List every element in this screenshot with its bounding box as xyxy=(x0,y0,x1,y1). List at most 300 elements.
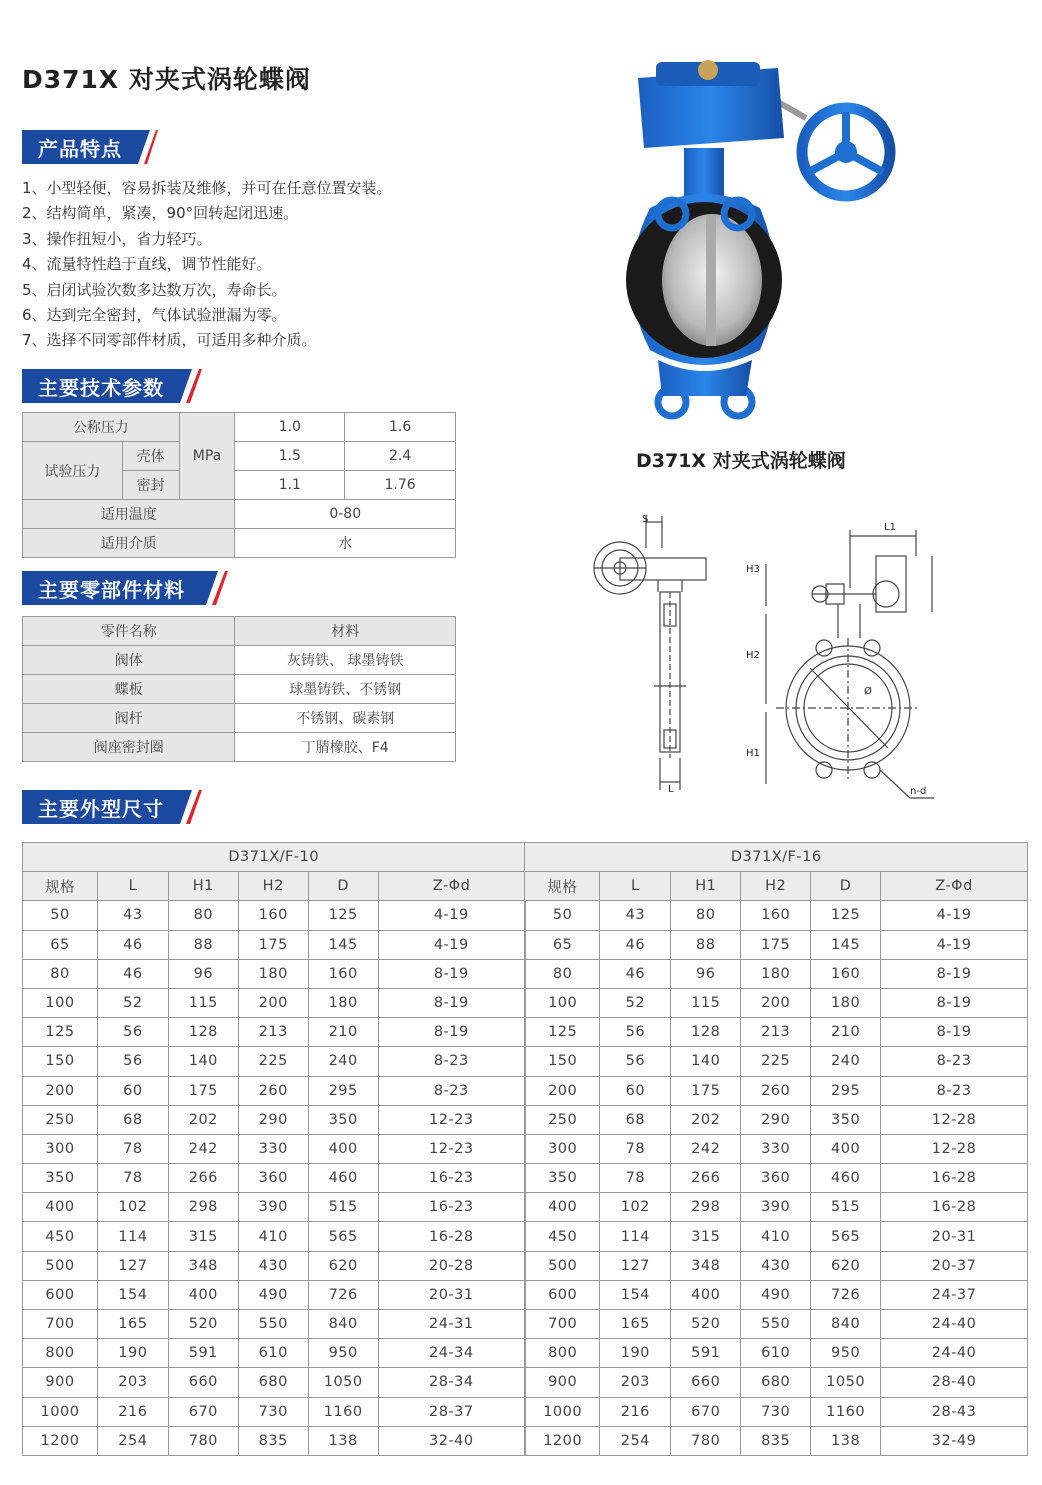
valve-photo xyxy=(600,30,920,440)
table-cell: 360 xyxy=(741,1164,811,1193)
table-cell: 348 xyxy=(671,1251,741,1280)
table-cell: 1.6 xyxy=(345,413,456,442)
table-cell: 1.76 xyxy=(345,471,456,500)
table-cell: 1160 xyxy=(308,1397,378,1426)
table-cell: 730 xyxy=(741,1397,811,1426)
table-cell: 46 xyxy=(600,959,671,988)
table-cell: 700 xyxy=(23,1310,98,1339)
table-cell: 315 xyxy=(671,1222,741,1251)
table-cell: 500 xyxy=(525,1251,600,1280)
table-cell: 20-31 xyxy=(378,1280,525,1309)
table-cell: 202 xyxy=(671,1105,741,1134)
table-cell: 400 xyxy=(671,1280,741,1309)
table-cell: 4-19 xyxy=(378,930,525,959)
table-cell: 114 xyxy=(600,1222,671,1251)
table-cell: 360 xyxy=(238,1164,308,1193)
table-cell: 165 xyxy=(600,1310,671,1339)
table-cell: 500 xyxy=(23,1251,98,1280)
table-cell: 60 xyxy=(600,1076,671,1105)
tech-params-table xyxy=(22,412,456,558)
table-cell: 490 xyxy=(741,1280,811,1309)
page-title: D371X 对夹式涡轮蝶阀 xyxy=(22,65,311,94)
section-title: 主要零部件材料 xyxy=(38,578,185,602)
dim-label: H3 xyxy=(746,564,760,575)
table-cell: 835 xyxy=(741,1426,811,1455)
table-cell: 726 xyxy=(308,1280,378,1309)
table-cell: 0-80 xyxy=(235,500,456,529)
table-cell: 102 xyxy=(97,1193,168,1222)
table-row xyxy=(23,988,1028,1017)
table-cell: 900 xyxy=(525,1368,600,1397)
table-cell: 330 xyxy=(238,1134,308,1163)
table-cell: 225 xyxy=(238,1047,308,1076)
table-cell: 115 xyxy=(671,988,741,1017)
table-cell: 8-19 xyxy=(881,988,1028,1017)
table-cell: 46 xyxy=(600,930,671,959)
table-cell: 160 xyxy=(308,959,378,988)
table-cell: 200 xyxy=(525,1076,600,1105)
table-cell: 203 xyxy=(600,1368,671,1397)
table-cell: 1050 xyxy=(811,1368,881,1397)
table-cell: 660 xyxy=(671,1368,741,1397)
table-cell: 410 xyxy=(238,1222,308,1251)
table-row xyxy=(23,1047,1028,1076)
table-cell: 200 xyxy=(238,988,308,1017)
table-cell: 300 xyxy=(23,1134,98,1163)
list-item: 7、选择不同零部件材质，可适用多种介质。 xyxy=(22,331,317,350)
table-cell: 12-28 xyxy=(881,1105,1028,1134)
table-cell: 138 xyxy=(811,1426,881,1455)
table-cell: 68 xyxy=(600,1105,671,1134)
table-cell: 96 xyxy=(168,959,238,988)
section-header-params xyxy=(22,369,202,403)
table-cell: 16-23 xyxy=(378,1193,525,1222)
table-cell: 213 xyxy=(741,1018,811,1047)
table-cell: 680 xyxy=(741,1368,811,1397)
table-cell: 210 xyxy=(811,1018,881,1047)
table-cell: 700 xyxy=(525,1310,600,1339)
table-row xyxy=(23,1310,1028,1339)
table-cell: 213 xyxy=(238,1018,308,1047)
dim-label: H2 xyxy=(746,650,760,661)
table-cell: 20-37 xyxy=(881,1251,1028,1280)
table-cell: 515 xyxy=(308,1193,378,1222)
table-cell: 阀体 xyxy=(23,646,235,675)
table-cell: 16-23 xyxy=(378,1164,525,1193)
table-header: 规格 xyxy=(23,872,98,901)
table-cell: 1.1 xyxy=(235,471,345,500)
dimension-drawing xyxy=(580,508,960,808)
table-cell: 43 xyxy=(97,901,168,930)
table-cell: 32-49 xyxy=(881,1426,1028,1455)
table-cell: 16-28 xyxy=(881,1193,1028,1222)
table-cell: 175 xyxy=(741,930,811,959)
table-cell: 520 xyxy=(671,1310,741,1339)
table-header: D371X/F-10 xyxy=(23,843,525,872)
table-cell: 52 xyxy=(97,988,168,1017)
list-item: 2、结构简单，紧凑，90°回转起闭迅速。 xyxy=(22,204,299,223)
table-cell: 254 xyxy=(600,1426,671,1455)
table-cell: 114 xyxy=(97,1222,168,1251)
table-cell: 127 xyxy=(97,1251,168,1280)
section-title: 主要技术参数 xyxy=(38,376,164,400)
table-cell: 4-19 xyxy=(881,930,1028,959)
table-cell: 298 xyxy=(168,1193,238,1222)
table-cell: 125 xyxy=(308,901,378,930)
table-cell: 8-23 xyxy=(881,1047,1028,1076)
table-cell: 88 xyxy=(671,930,741,959)
table-cell: 800 xyxy=(525,1339,600,1368)
section-title: 产品特点 xyxy=(38,137,122,161)
table-cell: 20-31 xyxy=(881,1222,1028,1251)
table-cell: 250 xyxy=(23,1105,98,1134)
table-cell: 1050 xyxy=(308,1368,378,1397)
table-cell: 138 xyxy=(308,1426,378,1455)
table-cell: 145 xyxy=(308,930,378,959)
table-cell: 12-23 xyxy=(378,1105,525,1134)
table-cell: 400 xyxy=(23,1193,98,1222)
table-cell: 52 xyxy=(600,988,671,1017)
table-cell: 190 xyxy=(600,1339,671,1368)
table-row xyxy=(23,1251,1028,1280)
table-cell: 145 xyxy=(811,930,881,959)
table-cell: 100 xyxy=(23,988,98,1017)
table-row xyxy=(23,1222,1028,1251)
table-cell: 8-19 xyxy=(378,988,525,1017)
table-cell: 140 xyxy=(671,1047,741,1076)
table-cell: 蝶板 xyxy=(23,675,235,704)
dim-label: L1 xyxy=(884,522,896,533)
table-cell: 阀杆 xyxy=(23,704,235,733)
table-cell: 216 xyxy=(97,1397,168,1426)
table-cell: 290 xyxy=(238,1105,308,1134)
table-cell: 46 xyxy=(97,959,168,988)
table-cell: 240 xyxy=(308,1047,378,1076)
table-cell: 4-19 xyxy=(881,901,1028,930)
table-cell: 20-28 xyxy=(378,1251,525,1280)
table-cell: 550 xyxy=(238,1310,308,1339)
dim-label: H1 xyxy=(746,748,760,759)
table-cell: 28-37 xyxy=(378,1397,525,1426)
table-cell: 80 xyxy=(168,901,238,930)
table-cell: 175 xyxy=(671,1076,741,1105)
table-cell: 100 xyxy=(525,988,600,1017)
table-cell: 242 xyxy=(168,1134,238,1163)
table-header: H1 xyxy=(168,872,238,901)
table-cell: 295 xyxy=(811,1076,881,1105)
table-row xyxy=(23,1397,1028,1426)
table-cell: 298 xyxy=(671,1193,741,1222)
table-cell: 670 xyxy=(168,1397,238,1426)
table-cell: 180 xyxy=(238,959,308,988)
table-cell: 400 xyxy=(168,1280,238,1309)
table-cell: 840 xyxy=(811,1310,881,1339)
table-cell: 390 xyxy=(741,1193,811,1222)
table-cell: 835 xyxy=(238,1426,308,1455)
table-cell: 8-19 xyxy=(881,1018,1028,1047)
table-cell: 68 xyxy=(97,1105,168,1134)
table-row xyxy=(23,1105,1028,1134)
table-cell: 780 xyxy=(671,1426,741,1455)
table-cell: 56 xyxy=(97,1018,168,1047)
table-cell: 350 xyxy=(811,1105,881,1134)
table-cell: 65 xyxy=(23,930,98,959)
table-cell: 60 xyxy=(97,1076,168,1105)
dim-label: Ø xyxy=(864,686,872,697)
table-cell: 28-34 xyxy=(378,1368,525,1397)
table-cell: 190 xyxy=(97,1339,168,1368)
table-cell: 175 xyxy=(238,930,308,959)
table-cell: 150 xyxy=(23,1047,98,1076)
table-cell: 591 xyxy=(168,1339,238,1368)
table-cell: 16-28 xyxy=(378,1222,525,1251)
table-cell: 350 xyxy=(525,1164,600,1193)
table-cell: 210 xyxy=(308,1018,378,1047)
table-cell: 78 xyxy=(97,1134,168,1163)
table-cell: 128 xyxy=(168,1018,238,1047)
table-cell: 24-34 xyxy=(378,1339,525,1368)
table-cell: 24-37 xyxy=(881,1280,1028,1309)
table-cell: 180 xyxy=(308,988,378,1017)
table-cell: 1200 xyxy=(23,1426,98,1455)
table-cell: MPa xyxy=(179,413,235,500)
table-cell: 600 xyxy=(525,1280,600,1309)
table-cell: 390 xyxy=(238,1193,308,1222)
table-cell: 410 xyxy=(741,1222,811,1251)
table-cell: 840 xyxy=(308,1310,378,1339)
table-cell: 260 xyxy=(741,1076,811,1105)
table-cell: 128 xyxy=(671,1018,741,1047)
table-cell: 950 xyxy=(308,1339,378,1368)
table-cell: 726 xyxy=(811,1280,881,1309)
table-cell: 125 xyxy=(23,1018,98,1047)
table-cell: 8-23 xyxy=(881,1076,1028,1105)
table-cell: 8-19 xyxy=(378,1018,525,1047)
table-cell: 50 xyxy=(23,901,98,930)
table-cell: 203 xyxy=(97,1368,168,1397)
list-item: 1、小型轻便，容易拆装及维修，并可在任意位置安装。 xyxy=(22,179,392,197)
table-cell: 225 xyxy=(741,1047,811,1076)
table-cell: 400 xyxy=(308,1134,378,1163)
table-cell: 140 xyxy=(168,1047,238,1076)
table-cell: 600 xyxy=(23,1280,98,1309)
table-cell: 520 xyxy=(168,1310,238,1339)
table-header: D xyxy=(811,872,881,901)
table-cell: 88 xyxy=(168,930,238,959)
table-cell: 216 xyxy=(600,1397,671,1426)
table-cell: 78 xyxy=(97,1164,168,1193)
table-cell: 24-31 xyxy=(378,1310,525,1339)
table-cell: 4-19 xyxy=(378,901,525,930)
table-cell: 780 xyxy=(168,1426,238,1455)
table-cell: 165 xyxy=(97,1310,168,1339)
table-cell: 430 xyxy=(741,1251,811,1280)
table-cell: 565 xyxy=(811,1222,881,1251)
table-cell: 丁腈橡胶、F4 xyxy=(235,733,456,762)
table-cell: 8-19 xyxy=(881,959,1028,988)
table-cell: 适用介质 xyxy=(23,529,235,558)
table-cell: 515 xyxy=(811,1193,881,1222)
table-row xyxy=(23,1368,1028,1397)
table-cell: 660 xyxy=(168,1368,238,1397)
table-cell: 96 xyxy=(671,959,741,988)
table-cell: 330 xyxy=(741,1134,811,1163)
table-cell: 127 xyxy=(600,1251,671,1280)
table-cell: 254 xyxy=(97,1426,168,1455)
table-cell: 8-23 xyxy=(378,1076,525,1105)
table-cell: 水 xyxy=(235,529,456,558)
table-cell: 24-40 xyxy=(881,1339,1028,1368)
list-item: 6、达到完全密封，气体试验泄漏为零。 xyxy=(22,306,287,325)
table-header: L xyxy=(97,872,168,901)
table-header: 规格 xyxy=(525,872,600,901)
table-header: H2 xyxy=(238,872,308,901)
table-cell: 430 xyxy=(238,1251,308,1280)
table-cell: 56 xyxy=(97,1047,168,1076)
table-cell: 1.0 xyxy=(235,413,345,442)
table-cell: 266 xyxy=(168,1164,238,1193)
table-row xyxy=(23,1076,1028,1105)
table-cell: 1160 xyxy=(811,1397,881,1426)
table-cell: 160 xyxy=(741,901,811,930)
table-cell: 公称压力 xyxy=(23,413,180,442)
table-cell: 不锈钢、碳素钢 xyxy=(235,704,456,733)
table-cell: 180 xyxy=(741,959,811,988)
table-cell: 阀座密封圈 xyxy=(23,733,235,762)
table-cell: 350 xyxy=(23,1164,98,1193)
table-cell: 46 xyxy=(97,930,168,959)
table-cell: 550 xyxy=(741,1310,811,1339)
table-header: H1 xyxy=(671,872,741,901)
table-cell: 80 xyxy=(525,959,600,988)
table-cell: 150 xyxy=(525,1047,600,1076)
list-item: 4、流量特性趋于直线，调节性能好。 xyxy=(22,255,272,274)
table-row xyxy=(23,1018,1028,1047)
table-header: H2 xyxy=(741,872,811,901)
table-cell: 295 xyxy=(308,1076,378,1105)
table-cell: 350 xyxy=(308,1105,378,1134)
table-cell: 242 xyxy=(671,1134,741,1163)
table-cell: 115 xyxy=(168,988,238,1017)
section-header-features xyxy=(22,130,158,164)
table-cell: 300 xyxy=(525,1134,600,1163)
dim-label: n-d xyxy=(910,786,927,797)
table-cell: 1000 xyxy=(525,1397,600,1426)
table-cell: 450 xyxy=(23,1222,98,1251)
table-cell: 460 xyxy=(308,1164,378,1193)
table-cell: 160 xyxy=(811,959,881,988)
table-cell: 80 xyxy=(23,959,98,988)
table-cell: 密封 xyxy=(122,471,179,500)
table-cell: 250 xyxy=(525,1105,600,1134)
table-cell: 28-43 xyxy=(881,1397,1028,1426)
table-cell: 266 xyxy=(671,1164,741,1193)
table-cell: 1000 xyxy=(23,1397,98,1426)
feature-list xyxy=(22,176,582,354)
table-cell: 12-28 xyxy=(881,1134,1028,1163)
materials-table xyxy=(22,616,456,762)
table-cell: 16-28 xyxy=(881,1164,1028,1193)
table-cell: 试验压力 xyxy=(23,442,123,500)
table-cell: 202 xyxy=(168,1105,238,1134)
table-row xyxy=(23,1164,1028,1193)
table-row xyxy=(23,959,1028,988)
table-cell: 43 xyxy=(600,901,671,930)
table-cell: 80 xyxy=(671,901,741,930)
table-cell: 290 xyxy=(741,1105,811,1134)
table-row xyxy=(23,1134,1028,1163)
table-cell: 200 xyxy=(23,1076,98,1105)
table-cell: 180 xyxy=(811,988,881,1017)
table-cell: 620 xyxy=(308,1251,378,1280)
table-cell: 28-40 xyxy=(881,1368,1028,1397)
table-cell: 12-23 xyxy=(378,1134,525,1163)
table-cell: 78 xyxy=(600,1164,671,1193)
table-header: 零件名称 xyxy=(23,617,235,646)
table-cell: 490 xyxy=(238,1280,308,1309)
table-row xyxy=(23,930,1028,959)
table-cell: 154 xyxy=(600,1280,671,1309)
table-cell: 315 xyxy=(168,1222,238,1251)
table-cell: 32-40 xyxy=(378,1426,525,1455)
table-cell: 2.4 xyxy=(345,442,456,471)
list-item: 3、操作扭短小，省力轻巧。 xyxy=(22,229,212,248)
section-header-materials xyxy=(22,571,228,605)
table-cell: 154 xyxy=(97,1280,168,1309)
table-cell: 565 xyxy=(308,1222,378,1251)
table-header: Z-Φd xyxy=(881,872,1028,901)
table-cell: 102 xyxy=(600,1193,671,1222)
table-cell: 400 xyxy=(525,1193,600,1222)
dim-label: S xyxy=(642,514,649,525)
table-header: D371X/F-16 xyxy=(525,843,1028,872)
table-cell: 680 xyxy=(238,1368,308,1397)
table-cell: 950 xyxy=(811,1339,881,1368)
table-cell: 适用温度 xyxy=(23,500,235,529)
table-cell: 900 xyxy=(23,1368,98,1397)
table-cell: 200 xyxy=(741,988,811,1017)
table-row xyxy=(23,1339,1028,1368)
dim-label: L xyxy=(668,784,674,795)
table-cell: 壳体 xyxy=(122,442,179,471)
table-cell: 50 xyxy=(525,901,600,930)
table-cell: 730 xyxy=(238,1397,308,1426)
section-header-dimensions xyxy=(22,790,202,824)
photo-caption: D371X 对夹式涡轮蝶阀 xyxy=(636,450,846,472)
table-cell: 610 xyxy=(238,1339,308,1368)
table-header: D xyxy=(308,872,378,901)
table-cell: 8-23 xyxy=(378,1047,525,1076)
table-header: Z-Φd xyxy=(378,872,525,901)
table-cell: 125 xyxy=(525,1018,600,1047)
table-row xyxy=(23,1193,1028,1222)
table-cell: 175 xyxy=(168,1076,238,1105)
table-cell: 65 xyxy=(525,930,600,959)
table-cell: 56 xyxy=(600,1047,671,1076)
table-header: L xyxy=(600,872,671,901)
table-cell: 球墨铸铁、不锈钢 xyxy=(235,675,456,704)
table-cell: 56 xyxy=(600,1018,671,1047)
table-cell: 160 xyxy=(238,901,308,930)
table-cell: 460 xyxy=(811,1164,881,1193)
section-title: 主要外型尺寸 xyxy=(38,797,164,821)
dimensions-table xyxy=(22,842,1028,1456)
table-row xyxy=(23,1426,1028,1455)
table-cell: 灰铸铁、 球墨铸铁 xyxy=(235,646,456,675)
table-cell: 125 xyxy=(811,901,881,930)
table-cell: 620 xyxy=(811,1251,881,1280)
table-cell: 24-40 xyxy=(881,1310,1028,1339)
